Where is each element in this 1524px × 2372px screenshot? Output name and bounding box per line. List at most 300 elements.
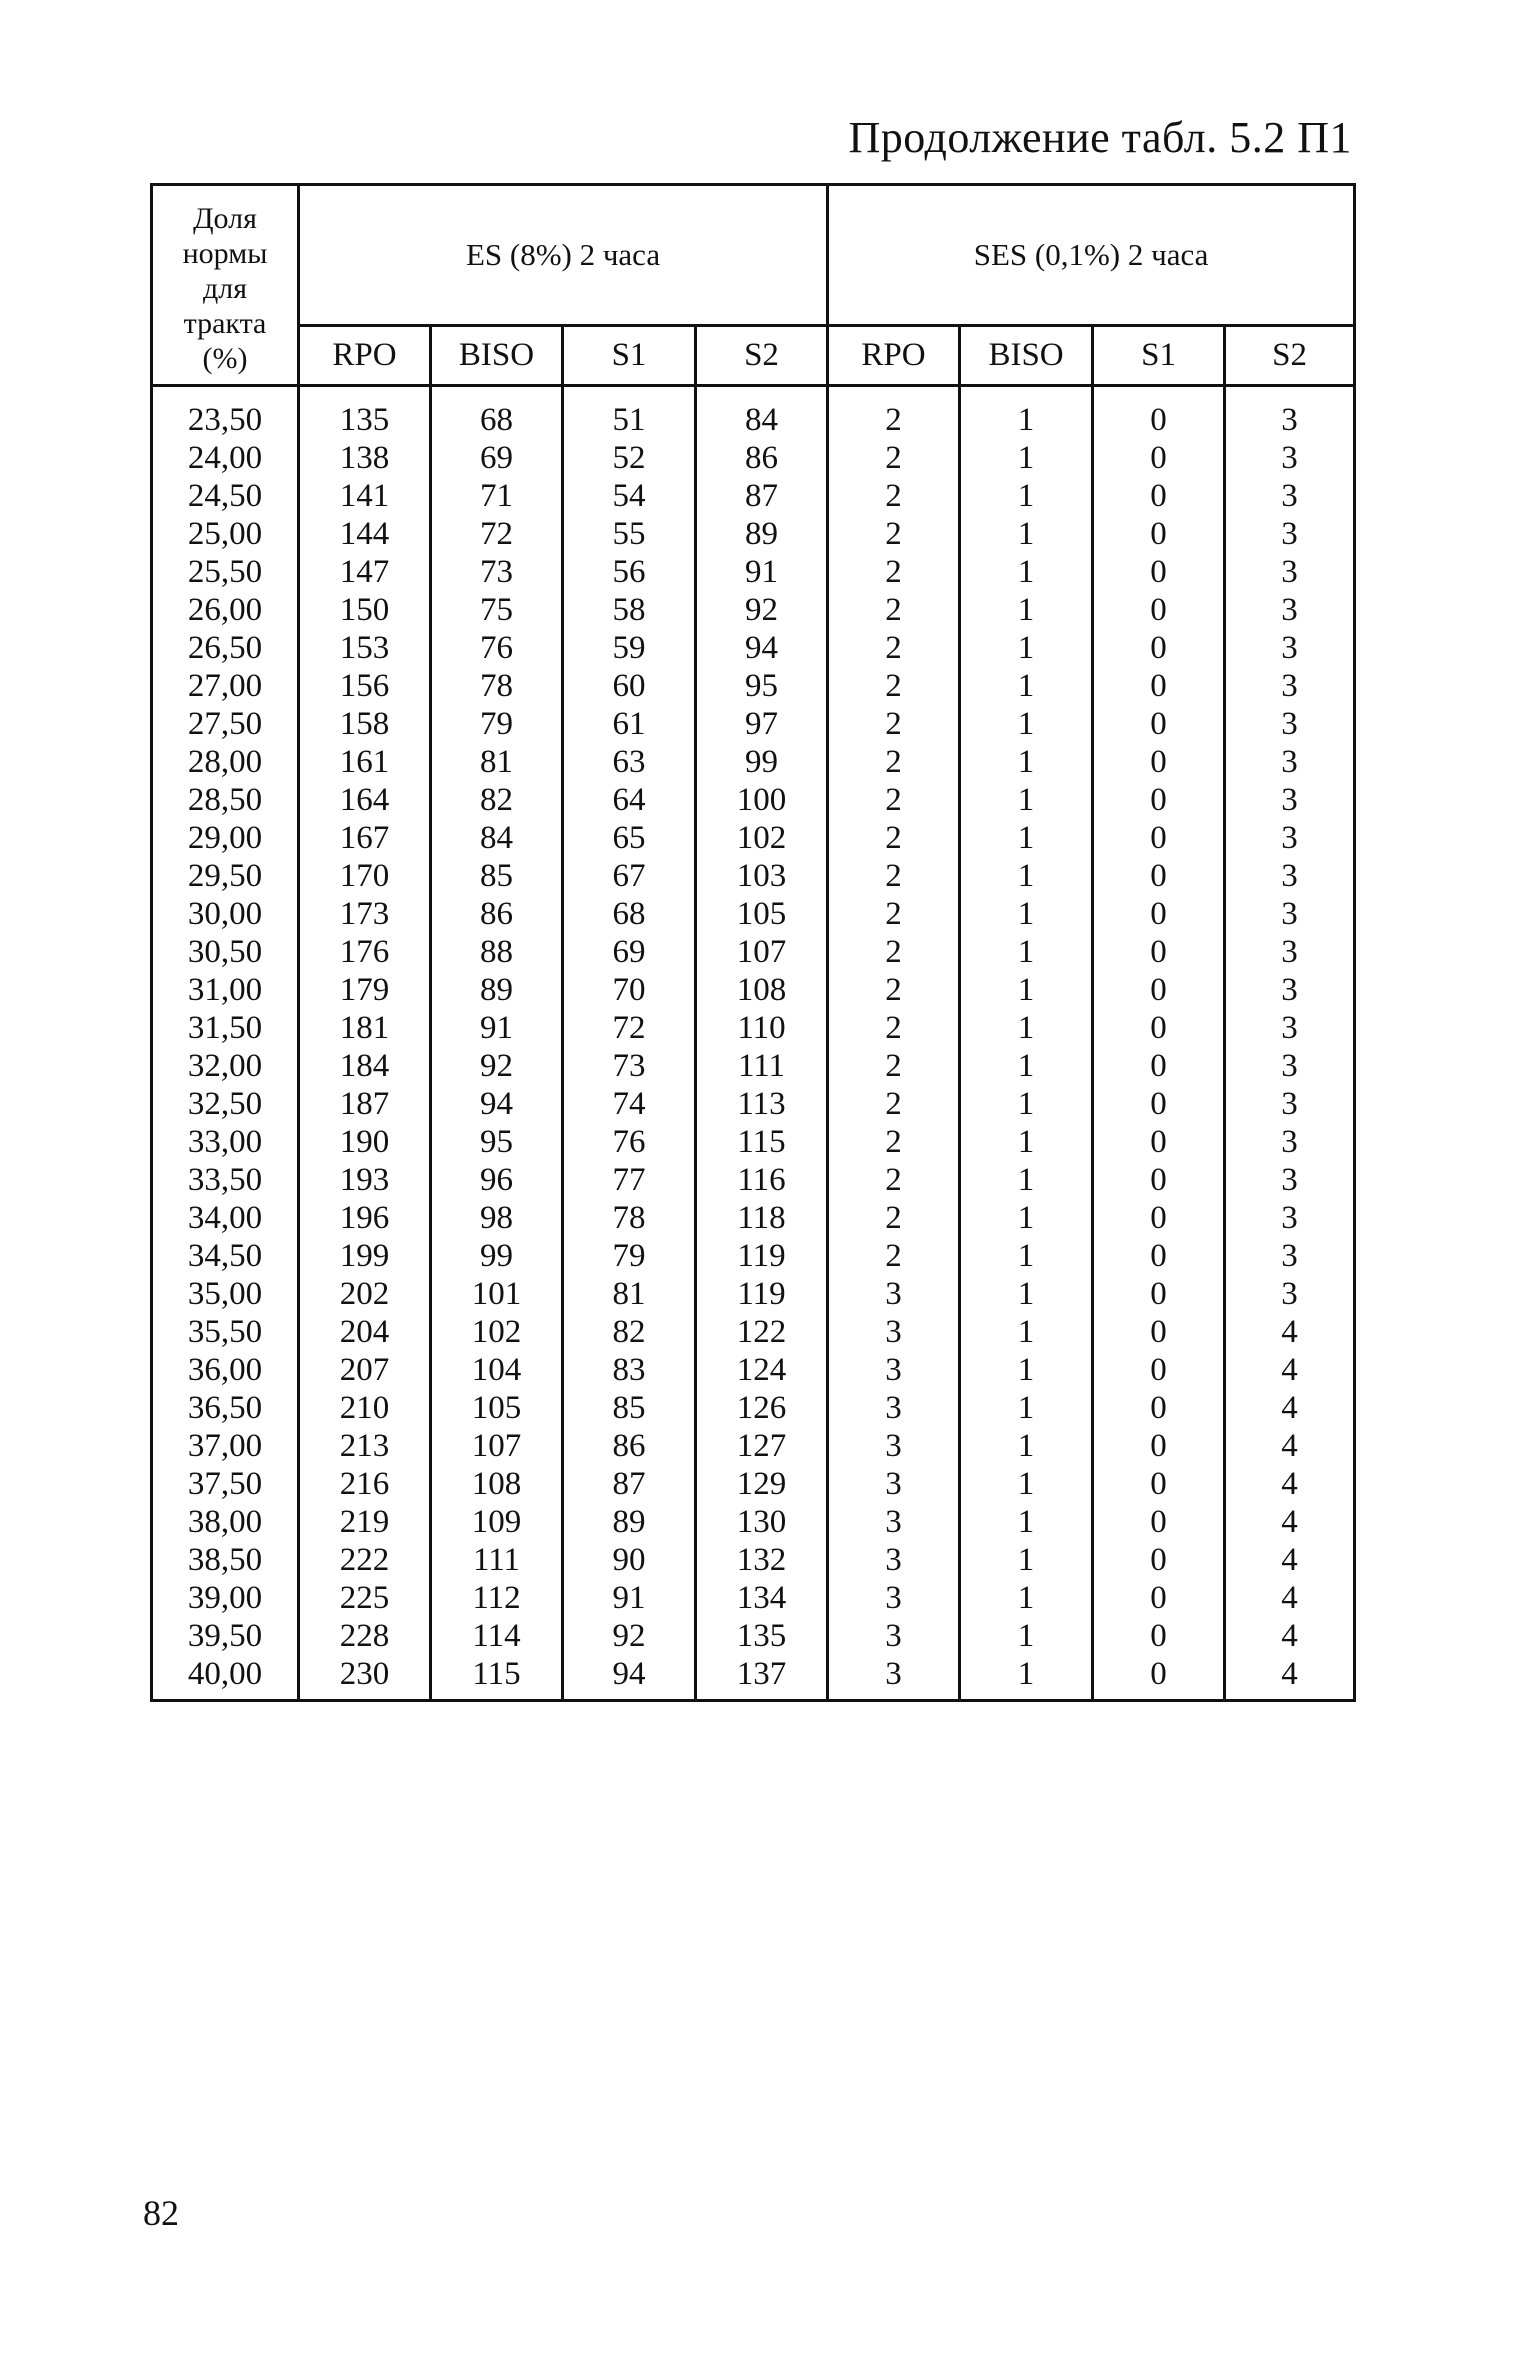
table-cell: 153 bbox=[299, 629, 431, 667]
table-cell: 100 bbox=[696, 781, 828, 819]
table-cell: 68 bbox=[431, 401, 563, 439]
table-cell: 84 bbox=[431, 819, 563, 857]
table-cell: 2 bbox=[828, 1009, 960, 1047]
table-cell: 216 bbox=[299, 1465, 431, 1503]
table-cell: 0 bbox=[1093, 705, 1225, 743]
header-line: Доля bbox=[193, 202, 257, 235]
table-cell: 111 bbox=[431, 1541, 563, 1579]
table-cell: 112 bbox=[431, 1579, 563, 1617]
table-cell: 1 bbox=[960, 743, 1093, 781]
table-cell: 3 bbox=[828, 1655, 960, 1701]
table-cell: 72 bbox=[431, 515, 563, 553]
table-cell: 4 bbox=[1225, 1579, 1355, 1617]
table-cell: 156 bbox=[299, 667, 431, 705]
table-cell: 34,50 bbox=[152, 1237, 299, 1275]
table-cell: 39,50 bbox=[152, 1617, 299, 1655]
table-cell: 97 bbox=[696, 705, 828, 743]
table-cell: 94 bbox=[696, 629, 828, 667]
header-spacer bbox=[152, 386, 1355, 402]
table-cell: 2 bbox=[828, 439, 960, 477]
table-cell: 202 bbox=[299, 1275, 431, 1313]
header-es-s1: S1 bbox=[563, 326, 696, 386]
table-cell: 24,00 bbox=[152, 439, 299, 477]
table-cell: 94 bbox=[563, 1655, 696, 1701]
table-cell: 114 bbox=[431, 1617, 563, 1655]
table-cell: 92 bbox=[431, 1047, 563, 1085]
table-cell: 1 bbox=[960, 629, 1093, 667]
table-cell: 3 bbox=[1225, 1123, 1355, 1161]
table-cell: 1 bbox=[960, 1389, 1093, 1427]
table-cell: 3 bbox=[1225, 1047, 1355, 1085]
table-cell: 3 bbox=[828, 1579, 960, 1617]
table-cell: 70 bbox=[563, 971, 696, 1009]
table-row bbox=[152, 705, 1355, 743]
table-cell: 85 bbox=[563, 1389, 696, 1427]
table-cell: 65 bbox=[563, 819, 696, 857]
table-cell: 3 bbox=[828, 1351, 960, 1389]
table-cell: 86 bbox=[431, 895, 563, 933]
table-cell: 96 bbox=[431, 1161, 563, 1199]
table-cell: 1 bbox=[960, 895, 1093, 933]
table-cell: 124 bbox=[696, 1351, 828, 1389]
table-cell: 82 bbox=[563, 1313, 696, 1351]
table-row bbox=[152, 1617, 1355, 1655]
table-row bbox=[152, 857, 1355, 895]
table-cell: 0 bbox=[1093, 515, 1225, 553]
table-cell: 104 bbox=[431, 1351, 563, 1389]
table-row bbox=[152, 1351, 1355, 1389]
table-cell: 176 bbox=[299, 933, 431, 971]
table-cell: 25,50 bbox=[152, 553, 299, 591]
table-cell: 90 bbox=[563, 1541, 696, 1579]
header-group-ses: SES (0,1%) 2 часа bbox=[828, 185, 1355, 326]
table-cell: 98 bbox=[431, 1199, 563, 1237]
table-cell: 1 bbox=[960, 857, 1093, 895]
table-cell: 23,50 bbox=[152, 401, 299, 439]
table-cell: 0 bbox=[1093, 1047, 1225, 1085]
table-cell: 58 bbox=[563, 591, 696, 629]
table-cell: 107 bbox=[696, 933, 828, 971]
table-cell: 207 bbox=[299, 1351, 431, 1389]
table-cell: 137 bbox=[696, 1655, 828, 1701]
table-cell: 1 bbox=[960, 1009, 1093, 1047]
table-cell: 87 bbox=[563, 1465, 696, 1503]
table-cell: 3 bbox=[828, 1617, 960, 1655]
table-cell: 222 bbox=[299, 1541, 431, 1579]
table-row bbox=[152, 971, 1355, 1009]
table-cell: 1 bbox=[960, 439, 1093, 477]
table-cell: 3 bbox=[1225, 933, 1355, 971]
table-cell: 73 bbox=[431, 553, 563, 591]
table-cell: 33,50 bbox=[152, 1161, 299, 1199]
table-cell: 91 bbox=[563, 1579, 696, 1617]
table-cell: 76 bbox=[563, 1123, 696, 1161]
table-cell: 141 bbox=[299, 477, 431, 515]
table-cell: 28,50 bbox=[152, 781, 299, 819]
table-cell: 37,00 bbox=[152, 1427, 299, 1465]
table-row bbox=[152, 1237, 1355, 1275]
table-cell: 122 bbox=[696, 1313, 828, 1351]
table-cell: 24,50 bbox=[152, 477, 299, 515]
table-cell: 89 bbox=[431, 971, 563, 1009]
table-cell: 30,50 bbox=[152, 933, 299, 971]
table-cell: 110 bbox=[696, 1009, 828, 1047]
table-cell: 0 bbox=[1093, 743, 1225, 781]
header-ses-rpo: RPO bbox=[828, 326, 960, 386]
table-row bbox=[152, 743, 1355, 781]
table-cell: 1 bbox=[960, 1123, 1093, 1161]
header-ses-biso: BISO bbox=[960, 326, 1093, 386]
table-row bbox=[152, 1541, 1355, 1579]
table-cell: 71 bbox=[431, 477, 563, 515]
table-cell: 36,50 bbox=[152, 1389, 299, 1427]
table-cell: 3 bbox=[1225, 857, 1355, 895]
table-cell: 56 bbox=[563, 553, 696, 591]
table-cell: 0 bbox=[1093, 1199, 1225, 1237]
table-cell: 3 bbox=[828, 1275, 960, 1313]
table-cell: 39,00 bbox=[152, 1579, 299, 1617]
table-row bbox=[152, 1123, 1355, 1161]
table-cell: 79 bbox=[431, 705, 563, 743]
table-cell: 1 bbox=[960, 971, 1093, 1009]
table-header bbox=[152, 185, 1355, 386]
table-cell: 60 bbox=[563, 667, 696, 705]
table-cell: 69 bbox=[431, 439, 563, 477]
table-cell: 3 bbox=[1225, 781, 1355, 819]
table-cell: 99 bbox=[696, 743, 828, 781]
table-row bbox=[152, 1161, 1355, 1199]
table-cell: 3 bbox=[1225, 553, 1355, 591]
table-cell: 138 bbox=[299, 439, 431, 477]
table-cell: 30,00 bbox=[152, 895, 299, 933]
table-cell: 101 bbox=[431, 1275, 563, 1313]
table-cell: 2 bbox=[828, 819, 960, 857]
table-cell: 2 bbox=[828, 667, 960, 705]
table-cell: 0 bbox=[1093, 1123, 1225, 1161]
table-cell: 95 bbox=[696, 667, 828, 705]
table-cell: 119 bbox=[696, 1237, 828, 1275]
table-cell: 74 bbox=[563, 1085, 696, 1123]
table-cell: 85 bbox=[431, 857, 563, 895]
table-cell: 0 bbox=[1093, 933, 1225, 971]
table-cell: 4 bbox=[1225, 1313, 1355, 1351]
table-cell: 199 bbox=[299, 1237, 431, 1275]
table-cell: 109 bbox=[431, 1503, 563, 1541]
table-cell: 89 bbox=[696, 515, 828, 553]
table-cell: 3 bbox=[828, 1389, 960, 1427]
table-cell: 0 bbox=[1093, 1617, 1225, 1655]
table-cell: 75 bbox=[431, 591, 563, 629]
table-cell: 115 bbox=[696, 1123, 828, 1161]
table-cell: 89 bbox=[563, 1503, 696, 1541]
table-cell: 2 bbox=[828, 933, 960, 971]
header-es-s2: S2 bbox=[696, 326, 828, 386]
table-cell: 170 bbox=[299, 857, 431, 895]
table-cell: 1 bbox=[960, 1047, 1093, 1085]
table-cell: 77 bbox=[563, 1161, 696, 1199]
table-cell: 179 bbox=[299, 971, 431, 1009]
table-cell: 127 bbox=[696, 1427, 828, 1465]
table-cell: 3 bbox=[1225, 1199, 1355, 1237]
table-cell: 4 bbox=[1225, 1655, 1355, 1701]
table-row bbox=[152, 1465, 1355, 1503]
header-ses-s2: S2 bbox=[1225, 326, 1355, 386]
table-row bbox=[152, 553, 1355, 591]
table-cell: 79 bbox=[563, 1237, 696, 1275]
table-cell: 2 bbox=[828, 971, 960, 1009]
table-cell: 2 bbox=[828, 553, 960, 591]
table-cell: 0 bbox=[1093, 857, 1225, 895]
table-cell: 84 bbox=[696, 401, 828, 439]
table-row bbox=[152, 1047, 1355, 1085]
table-cell: 27,50 bbox=[152, 705, 299, 743]
table-cell: 2 bbox=[828, 1085, 960, 1123]
table-cell: 107 bbox=[431, 1427, 563, 1465]
table-row bbox=[152, 781, 1355, 819]
table-cell: 2 bbox=[828, 1237, 960, 1275]
table-cell: 103 bbox=[696, 857, 828, 895]
table-cell: 126 bbox=[696, 1389, 828, 1427]
table-cell: 113 bbox=[696, 1085, 828, 1123]
table-cell: 164 bbox=[299, 781, 431, 819]
table-cell: 69 bbox=[563, 933, 696, 971]
table-cell: 31,50 bbox=[152, 1009, 299, 1047]
table-cell: 95 bbox=[431, 1123, 563, 1161]
table-cell: 3 bbox=[1225, 477, 1355, 515]
table-cell: 29,50 bbox=[152, 857, 299, 895]
table-cell: 1 bbox=[960, 1351, 1093, 1389]
table-cell: 119 bbox=[696, 1275, 828, 1313]
table-cell: 0 bbox=[1093, 553, 1225, 591]
table-row bbox=[152, 819, 1355, 857]
table-cell: 92 bbox=[563, 1617, 696, 1655]
table-cell: 29,00 bbox=[152, 819, 299, 857]
table-cell: 63 bbox=[563, 743, 696, 781]
table-row bbox=[152, 1275, 1355, 1313]
table-cell: 0 bbox=[1093, 819, 1225, 857]
table-cell: 196 bbox=[299, 1199, 431, 1237]
table-row bbox=[152, 477, 1355, 515]
table-cell: 0 bbox=[1093, 1655, 1225, 1701]
table-row bbox=[152, 401, 1355, 439]
table-cell: 132 bbox=[696, 1541, 828, 1579]
table-cell: 1 bbox=[960, 553, 1093, 591]
table-cell: 54 bbox=[563, 477, 696, 515]
table-cell: 2 bbox=[828, 477, 960, 515]
table-cell: 0 bbox=[1093, 1541, 1225, 1579]
table-cell: 1 bbox=[960, 781, 1093, 819]
table-cell: 92 bbox=[696, 591, 828, 629]
table-cell: 3 bbox=[1225, 1009, 1355, 1047]
table-cell: 3 bbox=[1225, 1085, 1355, 1123]
table-cell: 1 bbox=[960, 1617, 1093, 1655]
table-cell: 0 bbox=[1093, 1161, 1225, 1199]
table-cell: 36,00 bbox=[152, 1351, 299, 1389]
table-row bbox=[152, 895, 1355, 933]
table-cell: 3 bbox=[1225, 591, 1355, 629]
table-cell: 1 bbox=[960, 1503, 1093, 1541]
table-cell: 225 bbox=[299, 1579, 431, 1617]
table-row bbox=[152, 1503, 1355, 1541]
table-cell: 3 bbox=[1225, 629, 1355, 667]
table-cell: 4 bbox=[1225, 1351, 1355, 1389]
table-cell: 0 bbox=[1093, 1237, 1225, 1275]
table-cell: 2 bbox=[828, 629, 960, 667]
table-cell: 0 bbox=[1093, 1427, 1225, 1465]
table-cell: 3 bbox=[1225, 1275, 1355, 1313]
table-cell: 26,00 bbox=[152, 591, 299, 629]
table-cell: 1 bbox=[960, 819, 1093, 857]
table-cell: 3 bbox=[1225, 401, 1355, 439]
table-cell: 129 bbox=[696, 1465, 828, 1503]
table-cell: 1 bbox=[960, 515, 1093, 553]
table-cell: 3 bbox=[1225, 743, 1355, 781]
table-cell: 1 bbox=[960, 705, 1093, 743]
table-cell: 181 bbox=[299, 1009, 431, 1047]
table-cell: 0 bbox=[1093, 1579, 1225, 1617]
table-cell: 0 bbox=[1093, 477, 1225, 515]
table-cell: 118 bbox=[696, 1199, 828, 1237]
table-cell: 3 bbox=[1225, 1161, 1355, 1199]
table-cell: 204 bbox=[299, 1313, 431, 1351]
table-cell: 86 bbox=[563, 1427, 696, 1465]
table-cell: 1 bbox=[960, 1161, 1093, 1199]
table-cell: 28,00 bbox=[152, 743, 299, 781]
table-cell: 135 bbox=[696, 1617, 828, 1655]
table-cell: 108 bbox=[431, 1465, 563, 1503]
table-cell: 94 bbox=[431, 1085, 563, 1123]
header-line: для bbox=[202, 272, 248, 305]
table-caption: Продолжение табл. 5.2 П1 bbox=[848, 113, 1352, 162]
table-cell: 158 bbox=[299, 705, 431, 743]
table-cell: 2 bbox=[828, 1047, 960, 1085]
table-cell: 2 bbox=[828, 401, 960, 439]
table-cell: 210 bbox=[299, 1389, 431, 1427]
table-cell: 2 bbox=[828, 1123, 960, 1161]
table-cell: 187 bbox=[299, 1085, 431, 1123]
table-cell: 81 bbox=[431, 743, 563, 781]
table-cell: 219 bbox=[299, 1503, 431, 1541]
table-cell: 108 bbox=[696, 971, 828, 1009]
table-cell: 61 bbox=[563, 705, 696, 743]
table-cell: 1 bbox=[960, 1199, 1093, 1237]
table-cell: 35,00 bbox=[152, 1275, 299, 1313]
table-cell: 3 bbox=[828, 1541, 960, 1579]
table-cell: 193 bbox=[299, 1161, 431, 1199]
table-cell: 1 bbox=[960, 1237, 1093, 1275]
table-cell: 2 bbox=[828, 895, 960, 933]
table-row bbox=[152, 439, 1355, 477]
table-cell: 134 bbox=[696, 1579, 828, 1617]
table-cell: 111 bbox=[696, 1047, 828, 1085]
table-cell: 2 bbox=[828, 1161, 960, 1199]
header-line: нормы bbox=[182, 237, 268, 270]
table-cell: 0 bbox=[1093, 1465, 1225, 1503]
table-cell: 64 bbox=[563, 781, 696, 819]
table-cell: 1 bbox=[960, 1655, 1093, 1701]
table-cell: 81 bbox=[563, 1275, 696, 1313]
table-cell: 31,00 bbox=[152, 971, 299, 1009]
table-cell: 82 bbox=[431, 781, 563, 819]
table-row bbox=[152, 1199, 1355, 1237]
table-cell: 102 bbox=[696, 819, 828, 857]
header-es-biso: BISO bbox=[431, 326, 563, 386]
table-cell: 0 bbox=[1093, 895, 1225, 933]
table-cell: 3 bbox=[1225, 971, 1355, 1009]
table-cell: 33,00 bbox=[152, 1123, 299, 1161]
table-cell: 0 bbox=[1093, 1351, 1225, 1389]
table-cell: 37,50 bbox=[152, 1465, 299, 1503]
table-row bbox=[152, 1579, 1355, 1617]
table-cell: 161 bbox=[299, 743, 431, 781]
table-cell: 0 bbox=[1093, 1085, 1225, 1123]
table-cell: 228 bbox=[299, 1617, 431, 1655]
table-cell: 4 bbox=[1225, 1465, 1355, 1503]
table-cell: 72 bbox=[563, 1009, 696, 1047]
table-cell: 91 bbox=[431, 1009, 563, 1047]
table-cell: 40,00 bbox=[152, 1655, 299, 1701]
table-cell: 0 bbox=[1093, 1275, 1225, 1313]
table-cell: 86 bbox=[696, 439, 828, 477]
page-number: 82 bbox=[143, 2193, 179, 2233]
table-cell: 0 bbox=[1093, 1009, 1225, 1047]
table-cell: 78 bbox=[431, 667, 563, 705]
table-row bbox=[152, 1085, 1355, 1123]
header-line: (%) bbox=[202, 342, 248, 375]
table-cell: 87 bbox=[696, 477, 828, 515]
table-cell: 27,00 bbox=[152, 667, 299, 705]
table-cell: 91 bbox=[696, 553, 828, 591]
table-cell: 150 bbox=[299, 591, 431, 629]
table-cell: 2 bbox=[828, 705, 960, 743]
table-cell: 3 bbox=[1225, 1237, 1355, 1275]
table-cell: 3 bbox=[828, 1503, 960, 1541]
table-row bbox=[152, 1427, 1355, 1465]
table-row bbox=[152, 629, 1355, 667]
table-cell: 3 bbox=[1225, 895, 1355, 933]
table-cell: 144 bbox=[299, 515, 431, 553]
table-cell: 1 bbox=[960, 933, 1093, 971]
table-cell: 51 bbox=[563, 401, 696, 439]
table-cell: 213 bbox=[299, 1427, 431, 1465]
table-cell: 1 bbox=[960, 1427, 1093, 1465]
table-row bbox=[152, 591, 1355, 629]
table-cell: 4 bbox=[1225, 1389, 1355, 1427]
table-cell: 3 bbox=[828, 1465, 960, 1503]
table-cell: 2 bbox=[828, 591, 960, 629]
table-row bbox=[152, 1313, 1355, 1351]
table-row bbox=[152, 515, 1355, 553]
table-cell: 67 bbox=[563, 857, 696, 895]
table-cell: 167 bbox=[299, 819, 431, 857]
table-row bbox=[152, 933, 1355, 971]
table-row bbox=[152, 1389, 1355, 1427]
table-cell: 76 bbox=[431, 629, 563, 667]
table-cell: 0 bbox=[1093, 781, 1225, 819]
table-cell: 2 bbox=[828, 781, 960, 819]
table-cell: 3 bbox=[1225, 705, 1355, 743]
table-row bbox=[152, 667, 1355, 705]
table-cell: 1 bbox=[960, 1085, 1093, 1123]
table-cell: 3 bbox=[1225, 667, 1355, 705]
table-cell: 0 bbox=[1093, 439, 1225, 477]
table-cell: 26,50 bbox=[152, 629, 299, 667]
table-cell: 59 bbox=[563, 629, 696, 667]
table-cell: 130 bbox=[696, 1503, 828, 1541]
table-body bbox=[152, 401, 1355, 1701]
table-cell: 0 bbox=[1093, 629, 1225, 667]
table-cell: 4 bbox=[1225, 1503, 1355, 1541]
